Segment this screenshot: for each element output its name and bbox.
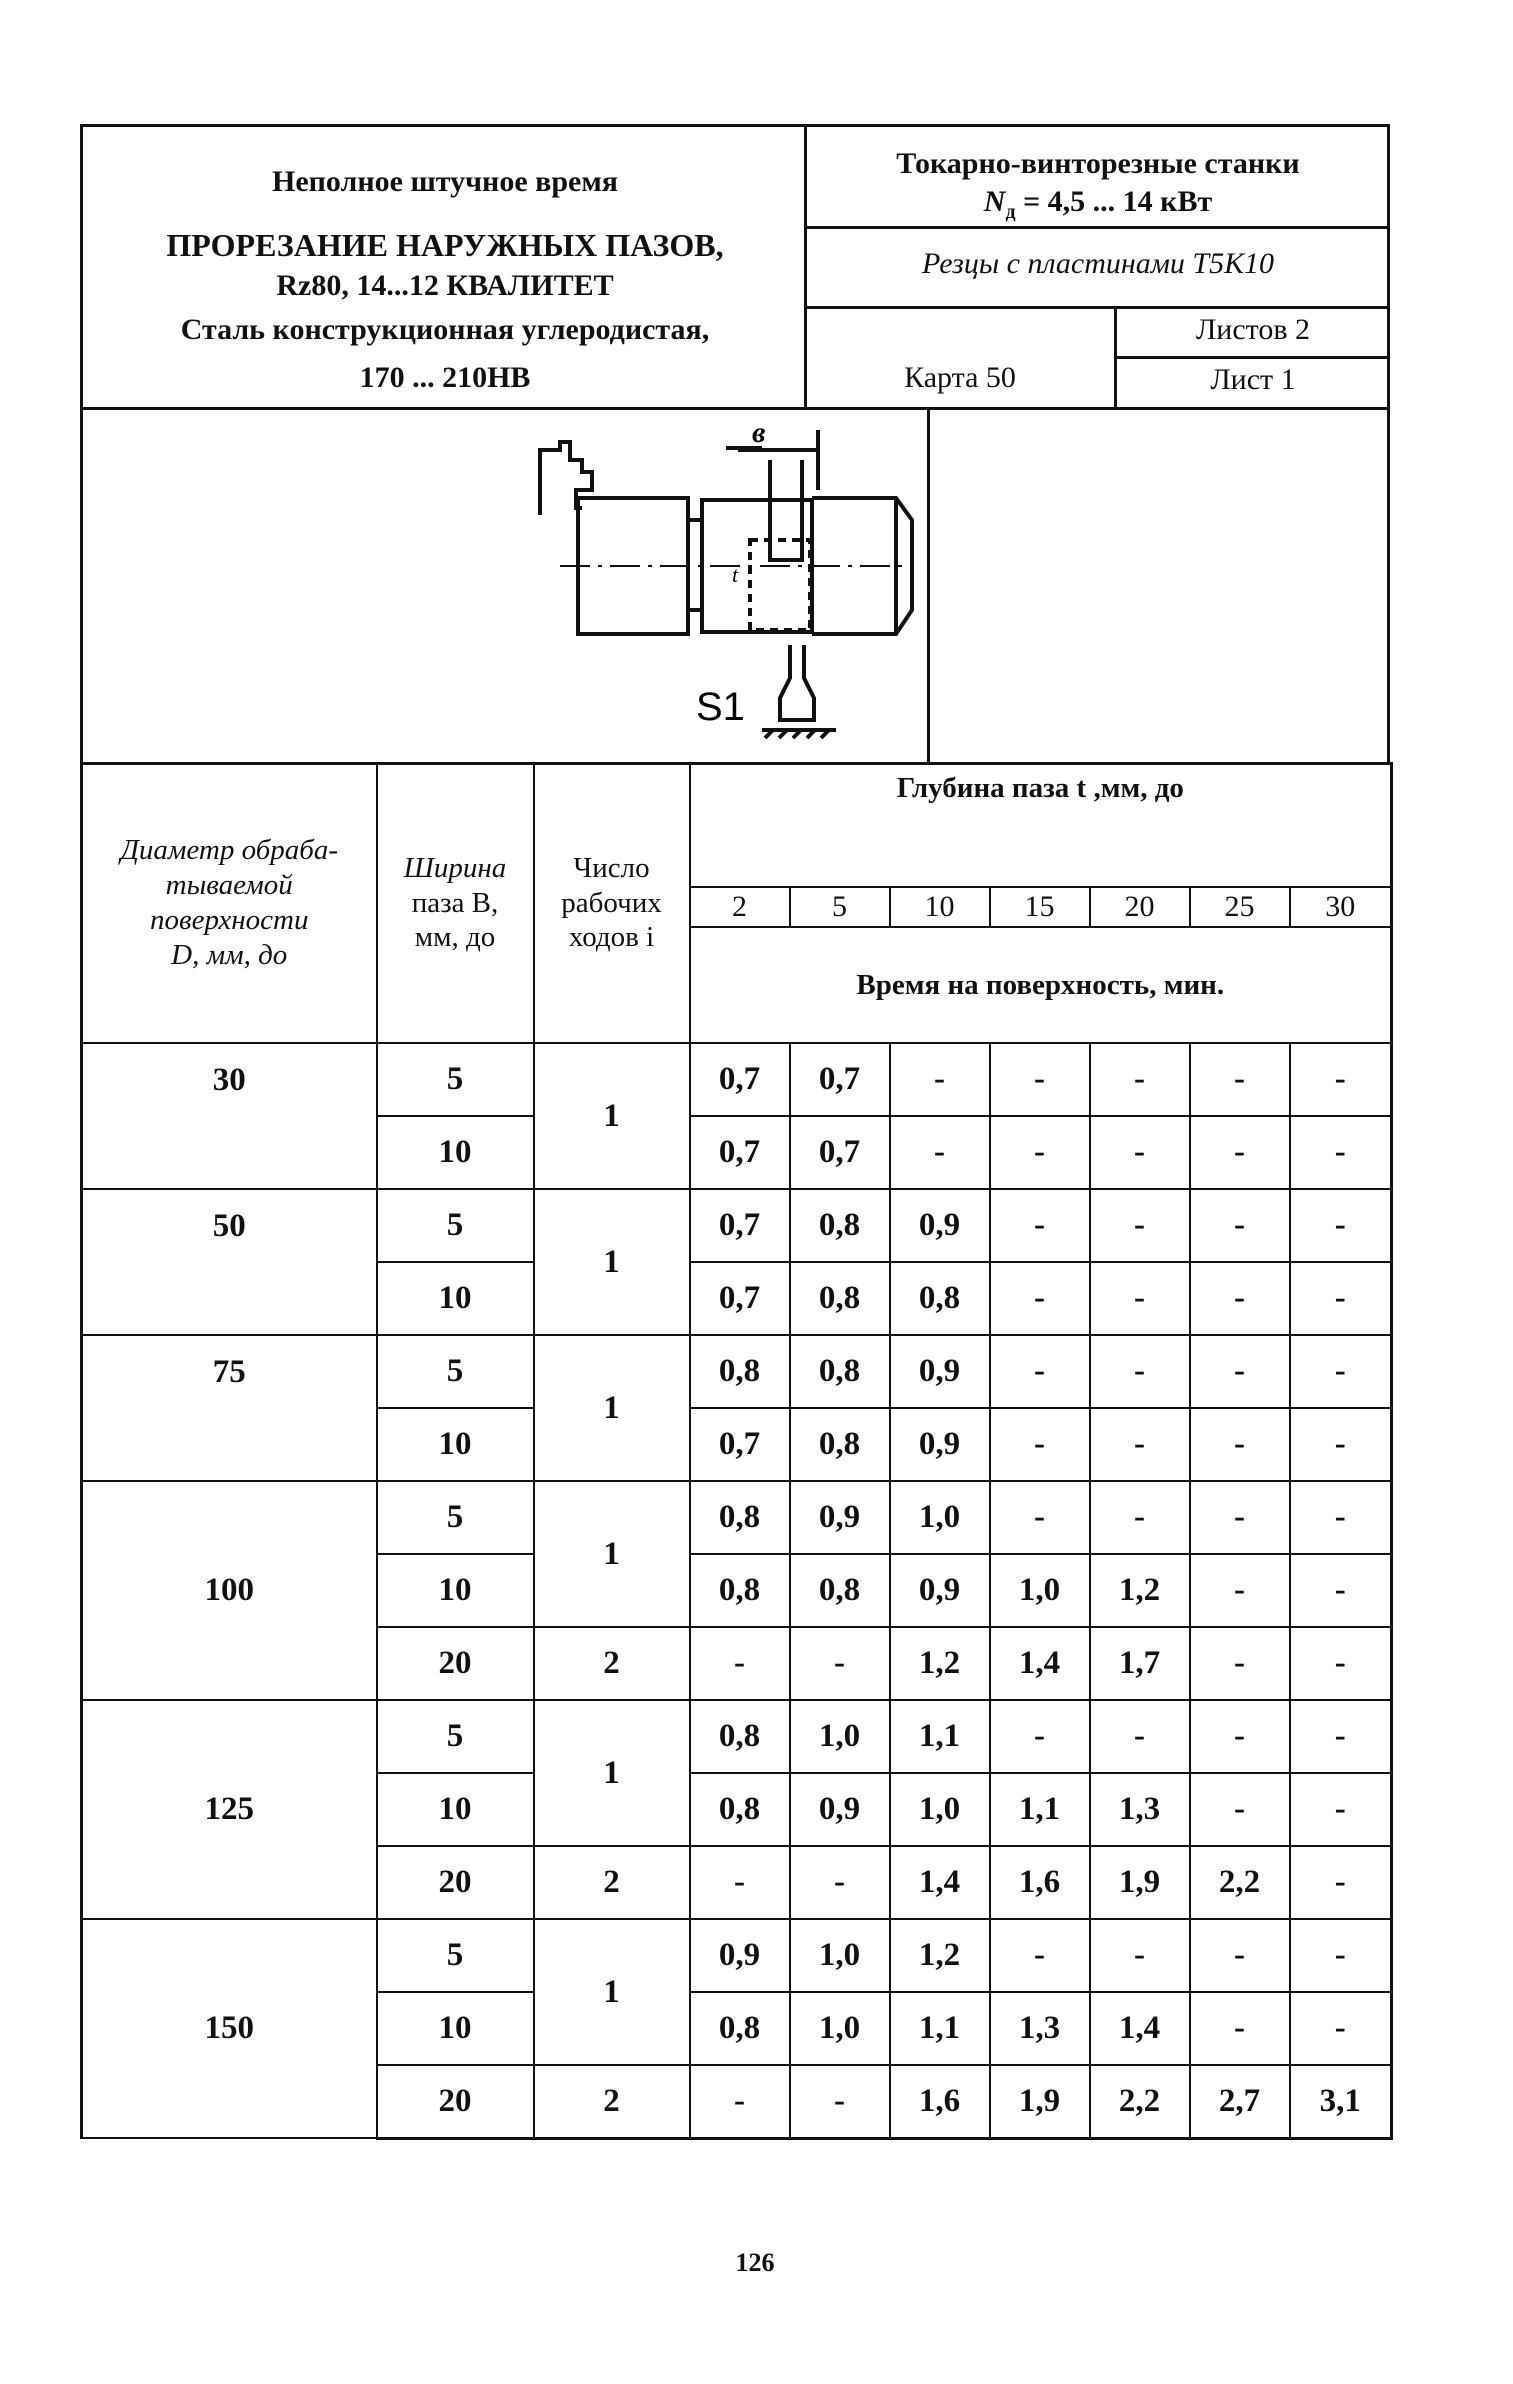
diameter-cell: 30	[82, 1043, 377, 1189]
time-value-cell: -	[990, 1043, 1090, 1116]
depth-value: 30	[1290, 887, 1392, 927]
time-value-cell: 1,4	[990, 1627, 1090, 1700]
depth-value: 20	[1090, 887, 1190, 927]
col-passes-line: рабочих	[561, 886, 662, 919]
passes-cell: 1	[534, 1919, 690, 2065]
time-value-cell: 1,1	[890, 1992, 990, 2065]
doc-accuracy: Rz80, 14...12 КВАЛИТЕТ	[276, 269, 614, 302]
passes-cell: 1	[534, 1700, 690, 1846]
time-value-cell: -	[790, 2065, 890, 2138]
time-value-cell: -	[1290, 1189, 1392, 1262]
passes-cell: 2	[534, 1846, 690, 1919]
time-value-cell: -	[990, 1189, 1090, 1262]
width-cell: 5	[377, 1700, 534, 1773]
time-value-cell: -	[1190, 1554, 1290, 1627]
power-range: = 4,5 ... 14 кВт	[1015, 185, 1213, 218]
time-value-cell: 1,2	[890, 1919, 990, 1992]
col-diameter-line: тываемой	[165, 869, 293, 902]
diameter-cell: 125	[82, 1700, 377, 1919]
time-value-cell: -	[1290, 1408, 1392, 1481]
time-value-cell: 0,7	[690, 1408, 790, 1481]
time-value-cell: 0,8	[790, 1262, 890, 1335]
time-value-cell: 1,6	[890, 2065, 990, 2138]
groove-tool	[770, 460, 802, 560]
time-value-cell: -	[1290, 1043, 1392, 1116]
time-value-cell: 0,9	[890, 1335, 990, 1408]
time-value-cell: 1,0	[890, 1773, 990, 1846]
time-value-cell: -	[1190, 1116, 1290, 1189]
time-header: Время на поверхность, мин.	[690, 927, 1392, 1043]
table-row	[82, 1043, 1392, 1116]
time-value-cell: -	[1190, 1773, 1290, 1846]
doc-subtitle: Неполное штучное время	[271, 165, 619, 198]
time-value-cell: -	[1290, 1554, 1392, 1627]
time-value-cell: -	[1090, 1408, 1190, 1481]
time-value-cell: -	[990, 1262, 1090, 1335]
width-cell: 5	[377, 1189, 534, 1262]
time-value-cell: 1,2	[890, 1627, 990, 1700]
col-width-header	[377, 763, 534, 1043]
time-value-cell: 1,0	[990, 1554, 1090, 1627]
time-value-cell: -	[1190, 1408, 1290, 1481]
depth-value: 5	[790, 887, 890, 927]
time-value-cell: 0,8	[690, 1773, 790, 1846]
time-value-cell: 0,7	[690, 1043, 790, 1116]
time-value-cell: -	[1090, 1189, 1190, 1262]
time-value-cell: 2,2	[1090, 2065, 1190, 2138]
time-value-cell: 1,0	[790, 1992, 890, 2065]
time-value-cell: -	[890, 1116, 990, 1189]
time-value-cell: 0,9	[890, 1189, 990, 1262]
time-value-cell: 1,0	[790, 1919, 890, 1992]
width-label: в	[752, 420, 766, 449]
time-value-cell: 0,8	[690, 1992, 790, 2065]
time-value-cell: 0,8	[790, 1408, 890, 1481]
time-value-cell: 0,9	[890, 1408, 990, 1481]
passes-cell: 1	[534, 1189, 690, 1335]
diameter-cell: 75	[82, 1335, 377, 1481]
chuck-jaw	[540, 442, 592, 515]
time-value-cell: -	[990, 1335, 1090, 1408]
machine-power	[806, 184, 1390, 224]
time-value-cell: -	[1290, 1992, 1392, 2065]
table-header-row	[82, 763, 1392, 887]
sheet-number: Лист 1	[1210, 363, 1296, 396]
depth-value: 2	[690, 887, 790, 927]
time-value-cell: 1,1	[890, 1700, 990, 1773]
doc-material: Сталь конструкционная углеродистая,	[180, 313, 710, 346]
time-norms-table	[80, 762, 1393, 2140]
table-row	[82, 1335, 1392, 1408]
time-value-cell: 1,4	[890, 1846, 990, 1919]
time-value-cell: -	[1290, 1919, 1392, 1992]
time-value-cell: 0,8	[690, 1700, 790, 1773]
width-cell: 10	[377, 1116, 534, 1189]
time-value-cell: 0,9	[790, 1481, 890, 1554]
time-value-cell: 0,7	[690, 1116, 790, 1189]
time-value-cell: 1,7	[1090, 1627, 1190, 1700]
col-width-line: мм, до	[414, 921, 496, 954]
col-passes-line: Число	[573, 851, 650, 884]
time-value-cell: -	[1290, 1846, 1392, 1919]
width-cell: 10	[377, 1408, 534, 1481]
diameter-cell: 50	[82, 1189, 377, 1335]
width-cell: 5	[377, 1043, 534, 1116]
time-value-cell: 0,8	[690, 1481, 790, 1554]
table-body	[82, 763, 1392, 2138]
time-value-cell: 0,8	[790, 1554, 890, 1627]
time-value-cell: 1,6	[990, 1846, 1090, 1919]
time-value-cell: -	[1190, 1919, 1290, 1992]
time-value-cell: -	[1190, 1992, 1290, 2065]
time-value-cell: -	[690, 2065, 790, 2138]
time-value-cell: -	[1090, 1043, 1190, 1116]
col-width-line: паза B,	[411, 886, 499, 919]
width-cell: 10	[377, 1773, 534, 1846]
time-value-cell: -	[790, 1627, 890, 1700]
machining-sketch	[500, 420, 940, 760]
time-value-cell: -	[1090, 1919, 1190, 1992]
depth-value: 25	[1190, 887, 1290, 927]
power-symbol: N	[983, 185, 1006, 218]
tool-holder	[780, 645, 814, 720]
depth-header: Глубина паза t ,мм, до	[690, 763, 1392, 887]
diameter-cell: 100	[82, 1481, 377, 1700]
col-passes-header	[534, 763, 690, 1043]
time-value-cell: -	[1190, 1262, 1290, 1335]
width-cell: 5	[377, 1481, 534, 1554]
time-value-cell: -	[690, 1627, 790, 1700]
time-value-cell: 0,9	[890, 1554, 990, 1627]
time-value-cell: 0,8	[790, 1335, 890, 1408]
time-value-cell: -	[1290, 1262, 1392, 1335]
time-value-cell: 1,3	[1090, 1773, 1190, 1846]
time-value-cell: -	[1090, 1700, 1190, 1773]
time-value-cell: -	[990, 1919, 1090, 1992]
time-value-cell: -	[890, 1043, 990, 1116]
time-value-cell: -	[690, 1846, 790, 1919]
card-number: Карта 50	[904, 361, 1016, 394]
time-value-cell: -	[1290, 1481, 1392, 1554]
time-value-cell: 0,9	[690, 1919, 790, 1992]
time-value-cell: 0,7	[790, 1116, 890, 1189]
page-number: 126	[735, 2248, 775, 2277]
width-cell: 10	[377, 1992, 534, 2065]
depth-label: t	[732, 562, 739, 587]
time-value-cell: 1,0	[890, 1481, 990, 1554]
table-row	[82, 1481, 1392, 1554]
time-value-cell: 0,7	[690, 1262, 790, 1335]
time-value-cell: -	[1290, 1700, 1392, 1773]
time-value-cell: 1,9	[990, 2065, 1090, 2138]
time-value-cell: 0,8	[890, 1262, 990, 1335]
time-value-cell: -	[1190, 1627, 1290, 1700]
time-value-cell: 0,7	[690, 1189, 790, 1262]
sheets-total: Листов 2	[1195, 313, 1311, 346]
passes-cell: 1	[534, 1335, 690, 1481]
passes-cell: 1	[534, 1043, 690, 1189]
table-row	[82, 1919, 1392, 1992]
time-value-cell: -	[790, 1846, 890, 1919]
depth-value: 10	[890, 887, 990, 927]
time-value-cell: -	[1190, 1481, 1290, 1554]
power-subscript: д	[1005, 201, 1016, 223]
time-value-cell: 1,0	[790, 1700, 890, 1773]
time-value-cell: 0,7	[790, 1043, 890, 1116]
col-diameter-line: Диаметр обраба-	[120, 834, 339, 867]
time-value-cell: -	[1290, 1116, 1392, 1189]
time-value-cell: -	[990, 1116, 1090, 1189]
header-right-line2	[804, 306, 1390, 309]
time-value-cell: -	[1190, 1043, 1290, 1116]
time-value-cell: -	[1190, 1189, 1290, 1262]
width-cell: 5	[377, 1335, 534, 1408]
col-diameter-header	[82, 763, 377, 1043]
time-value-cell: -	[1090, 1335, 1190, 1408]
depth-value: 15	[990, 887, 1090, 927]
width-cell: 10	[377, 1262, 534, 1335]
col-diameter-line: поверхности	[150, 904, 309, 936]
time-value-cell: 2,2	[1190, 1846, 1290, 1919]
time-value-cell: 1,9	[1090, 1846, 1190, 1919]
time-value-cell: -	[990, 1700, 1090, 1773]
time-value-cell: -	[1190, 1700, 1290, 1773]
doc-title: ПРОРЕЗАНИЕ НАРУЖНЫХ ПАЗОВ,	[166, 227, 724, 263]
time-value-cell: -	[1090, 1262, 1190, 1335]
time-value-cell: 1,1	[990, 1773, 1090, 1846]
passes-cell: 2	[534, 1627, 690, 1700]
time-value-cell: 0,8	[690, 1554, 790, 1627]
diameter-cell: 150	[82, 1919, 377, 2138]
time-value-cell: 1,2	[1090, 1554, 1190, 1627]
passes-cell: 2	[534, 2065, 690, 2138]
header-right-line3	[1114, 356, 1390, 359]
header-right-line1	[804, 226, 1390, 229]
table-row	[82, 1700, 1392, 1773]
width-cell: 20	[377, 1846, 534, 1919]
time-value-cell: 0,8	[690, 1335, 790, 1408]
time-value-cell: -	[1290, 1335, 1392, 1408]
width-cell: 5	[377, 1919, 534, 1992]
time-value-cell: -	[1090, 1116, 1190, 1189]
time-value-cell: -	[990, 1408, 1090, 1481]
time-value-cell: 0,9	[790, 1773, 890, 1846]
time-value-cell: 3,1	[1290, 2065, 1392, 2138]
time-value-cell: 0,8	[790, 1189, 890, 1262]
feed-label: S1	[696, 685, 745, 729]
tool-spec: Резцы с пластинами Т5К10	[921, 247, 1275, 280]
passes-cell: 1	[534, 1481, 690, 1627]
machine-type: Токарно-винторезные станки	[896, 147, 1300, 180]
table-row	[82, 1189, 1392, 1262]
time-value-cell: 1,3	[990, 1992, 1090, 2065]
time-value-cell: 2,7	[1190, 2065, 1290, 2138]
time-value-cell: -	[1290, 1627, 1392, 1700]
width-cell: 20	[377, 2065, 534, 2138]
col-diameter-line: D, мм, до	[171, 938, 288, 971]
time-value-cell: -	[1290, 1773, 1392, 1846]
width-cell: 20	[377, 1627, 534, 1700]
col-width-line: Ширина	[403, 851, 507, 884]
time-value-cell: 1,4	[1090, 1992, 1190, 2065]
width-cell: 10	[377, 1554, 534, 1627]
col-passes-line: ходов i	[568, 921, 655, 954]
time-value-cell: -	[1190, 1335, 1290, 1408]
time-value-cell: -	[990, 1481, 1090, 1554]
time-value-cell: -	[1090, 1481, 1190, 1554]
doc-hardness: 170 ... 210НВ	[359, 361, 531, 394]
